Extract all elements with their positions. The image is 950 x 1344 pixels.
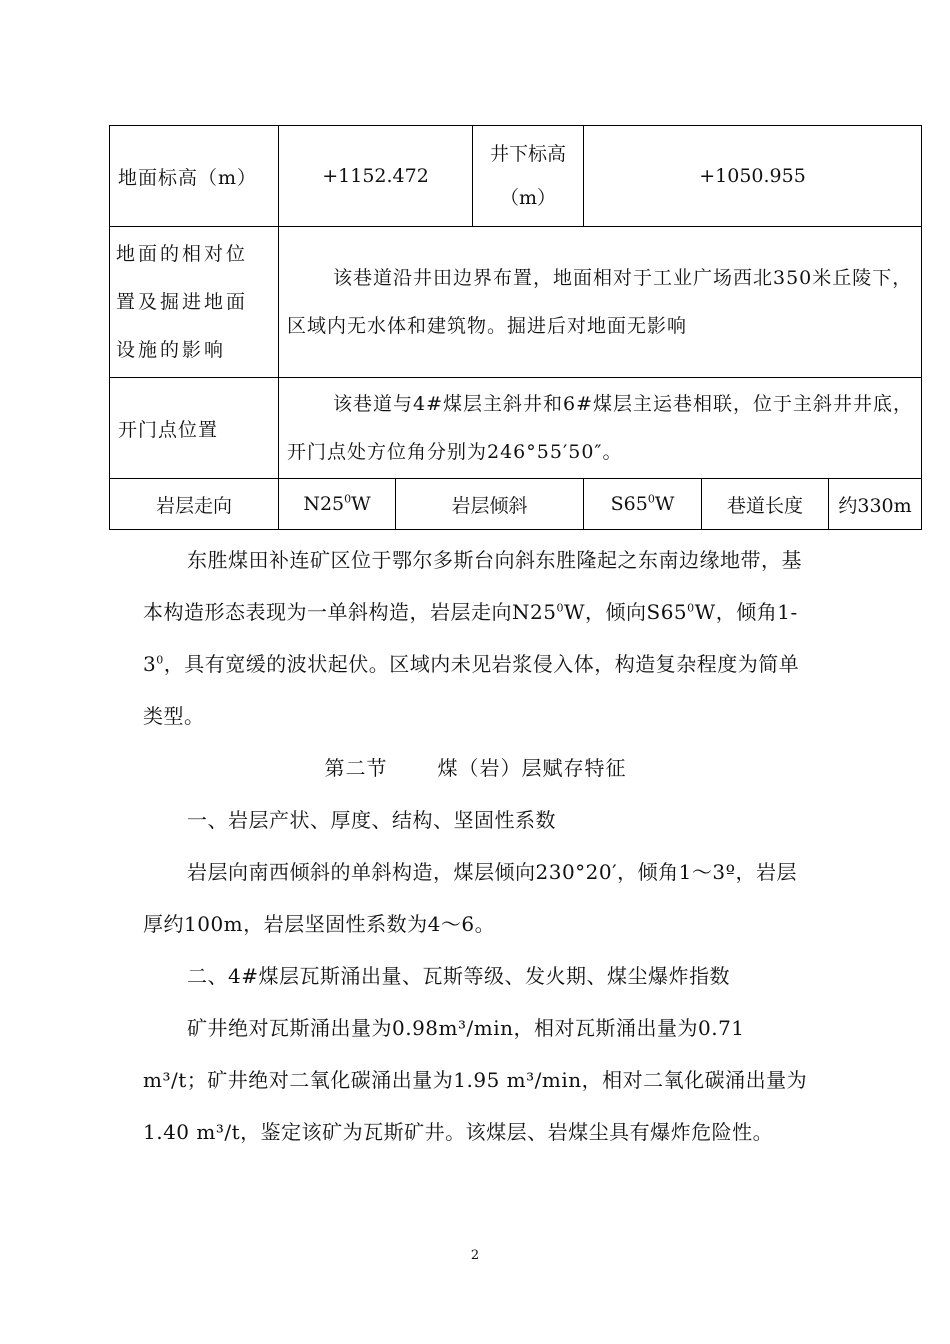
strike-value: $N25^0W$	[279, 479, 396, 530]
relative-position-label: 地面的相对位 置及掘进地面 设施的影响	[110, 227, 279, 378]
surface-elevation-label: 地面标高（m）	[110, 126, 279, 227]
underground-elevation-value: +1050.955	[584, 126, 922, 227]
section-heading: 第二节 煤（岩）层赋存特征	[324, 756, 627, 780]
strike-label: 岩层走向	[110, 479, 279, 530]
dip-label: 岩层倾斜	[396, 479, 584, 530]
length-label: 巷道长度	[702, 479, 829, 530]
dip-value: $S65^0W$	[584, 479, 702, 530]
underground-elevation-label: 井下标高 （m）	[473, 126, 584, 227]
table-row	[110, 378, 922, 479]
relative-position-text: 该巷道沿井田边界布置，地面相对于工业广场西北350米丘陵下，区域内无水体和建筑物。掘进后对地面无影响	[279, 227, 922, 378]
subheading-rock-layer: 一、岩层产状、厚度、结构、坚固性系数	[187, 808, 556, 832]
subheading-gas: 二、4#煤层瓦斯涌出量、瓦斯等级、发火期、煤尘爆炸指数	[187, 964, 730, 988]
opening-point-text: 该巷道与4#煤层主斜井和6#煤层主运巷相联，位于主斜井井底，开门点处方位角分别为246°55′50″。	[279, 378, 922, 479]
page-number: 2	[470, 1248, 480, 1263]
table-row	[110, 479, 922, 530]
table-row	[110, 227, 922, 378]
body-text	[143, 534, 808, 1158]
roadway-info-table	[109, 125, 922, 530]
paragraph-gas: 矿井绝对瓦斯涌出量为0.98m³/min，相对瓦斯涌出量为0.71 m³/t；矿井绝对二氧化碳涌出量为1.95 m³/min，相对二氧化碳涌出量为1.40 m³/t，鉴定该矿为瓦斯矿井。该煤层、岩煤尘具有爆炸危险性。	[143, 1016, 808, 1144]
surface-elevation-value: +1152.472	[279, 126, 473, 227]
paragraph-rock-layer: 岩层向南西倾斜的单斜构造，煤层倾向230°20′，倾角1～3º，岩层厚约100m，岩层坚固性系数为4～6。	[143, 860, 798, 936]
opening-point-label: 开门点位置	[110, 378, 279, 479]
length-value: 约330m	[829, 479, 922, 530]
table-row	[110, 126, 922, 227]
paragraph-structure: 东胜煤田补连矿区位于鄂尔多斯台向斜东胜隆起之东南边缘地带，基本构造形态表现为一单斜构造，岩层走向$N25^0W$，倾向$S65^0W$，倾角$1-3^0$，具有宽缓的波状起伏。区域内未见岩浆侵入体，构造复杂程度为简单类型。	[143, 548, 802, 728]
